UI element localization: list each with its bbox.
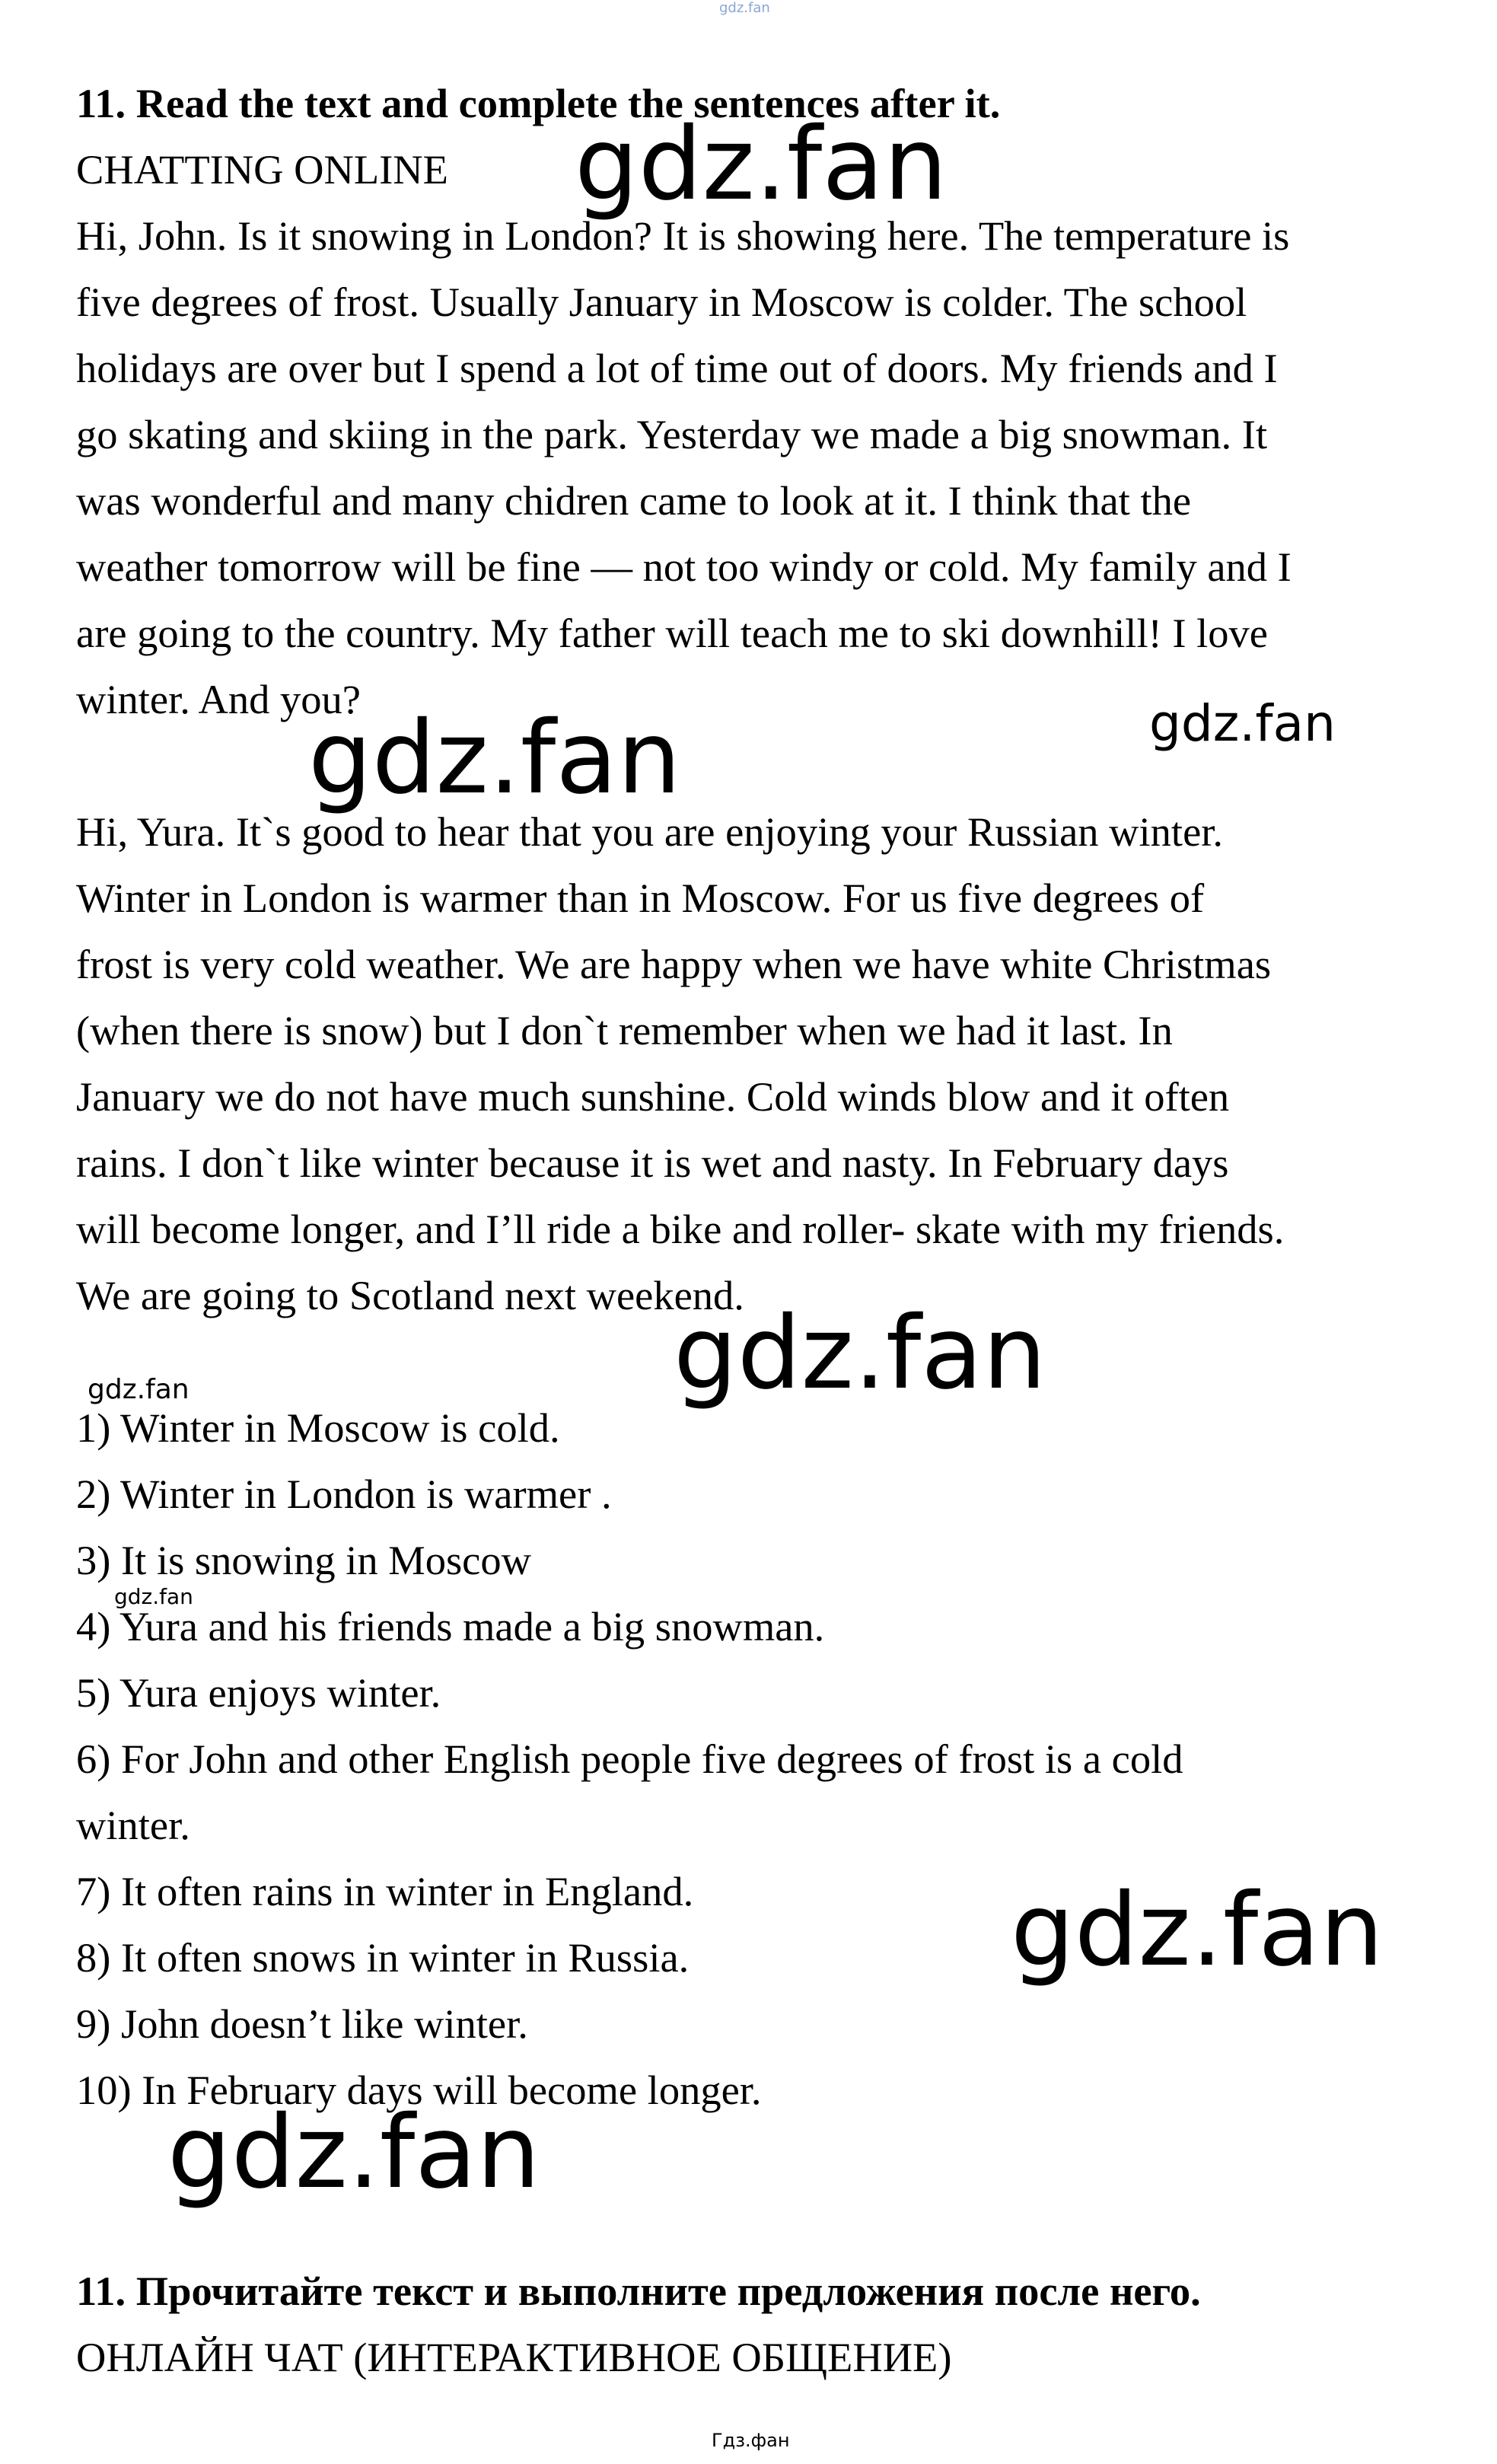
- ru-title: ОНЛАЙН ЧАТ (ИНТЕРАКТИВНОЕ ОБЩЕНИЕ): [76, 2334, 952, 2380]
- letter-line: holidays are over but I spend a lot of time out of doors. My friends and I: [76, 345, 1278, 391]
- letter-line: January we do not have much sunshine. Cold winds blow and it often: [76, 1073, 1230, 1120]
- letter-line: We are going to Scotland next weekend.: [76, 1272, 744, 1318]
- letter-line: are going to the country. My father will teach me to ski downhill! I love: [76, 610, 1268, 656]
- answer-item: 9) John doesn’t like winter.: [76, 2000, 528, 2047]
- answer-item: 1) Winter in Moscow is cold.: [76, 1404, 560, 1451]
- letter-line: weather tomorrow will be fine — not too windy or cold. My family and I: [76, 543, 1292, 590]
- answer-item: 10) In February days will become longer.: [76, 2067, 762, 2113]
- answer-item: 6) For John and other English people five degrees of frost is a cold: [76, 1736, 1183, 1782]
- answer-item: 3) It is snowing in Moscow: [76, 1537, 531, 1583]
- task-heading: 11. Read the text and complete the sentences after it.: [76, 80, 1001, 126]
- ru-heading: 11. Прочитайте текст и выполните предложения после него.: [76, 2268, 1201, 2314]
- letter-line: was wonderful and many chidren came to look at it. I think that the: [76, 477, 1192, 524]
- letter-line: rains. I don`t like winter because it is wet and nasty. In February days: [76, 1140, 1229, 1186]
- answer-item: 4) Yura and his friends made a big snowman.: [76, 1603, 825, 1650]
- chat-title: CHATTING ONLINE: [76, 146, 448, 193]
- footer-label: Гдз.фан: [712, 2430, 790, 2451]
- letter-line: Hi, John. Is it snowing in London? It is showing here. The temperature is: [76, 212, 1290, 259]
- letter-line: go skating and skiing in the park. Yesterday we made a big snowman. It: [76, 411, 1268, 457]
- watermark: gdz.fan: [308, 700, 681, 817]
- watermark: gdz.fan: [88, 1374, 190, 1405]
- letter-line: five degrees of frost. Usually January in Moscow is colder. The school: [76, 279, 1247, 325]
- top-watermark: gdz.fan: [719, 0, 770, 16]
- answer-item: winter.: [76, 1802, 190, 1848]
- watermark: gdz.fan: [674, 1295, 1046, 1412]
- letter-line: winter. And you?: [76, 676, 361, 722]
- watermark: gdz.fan: [1149, 694, 1336, 753]
- answer-item: 8) It often snows in winter in Russia.: [76, 1934, 690, 1981]
- letter-line: Hi, Yura. It`s good to hear that you are enjoying your Russian winter.: [76, 808, 1224, 855]
- answer-item: 7) It often rains in winter in England.: [76, 1868, 694, 1914]
- letter-line: Winter in London is warmer than in Moscow. For us five degrees of: [76, 875, 1205, 921]
- watermark: gdz.fan: [575, 106, 948, 223]
- answer-item: 5) Yura enjoys winter.: [76, 1669, 441, 1716]
- letter-line: (when there is snow) but I don`t remember when we had it last. In: [76, 1007, 1173, 1053]
- letter-line: frost is very cold weather. We are happy when we have white Christmas: [76, 941, 1272, 987]
- letter-line: will become longer, and I’ll ride a bike and roller- skate with my friends.: [76, 1206, 1285, 1252]
- watermark: gdz.fan: [1011, 1872, 1384, 1989]
- watermark: gdz.fan: [167, 2094, 540, 2211]
- watermark: gdz.fan: [114, 1584, 193, 1609]
- answer-item: 2) Winter in London is warmer .: [76, 1471, 612, 1517]
